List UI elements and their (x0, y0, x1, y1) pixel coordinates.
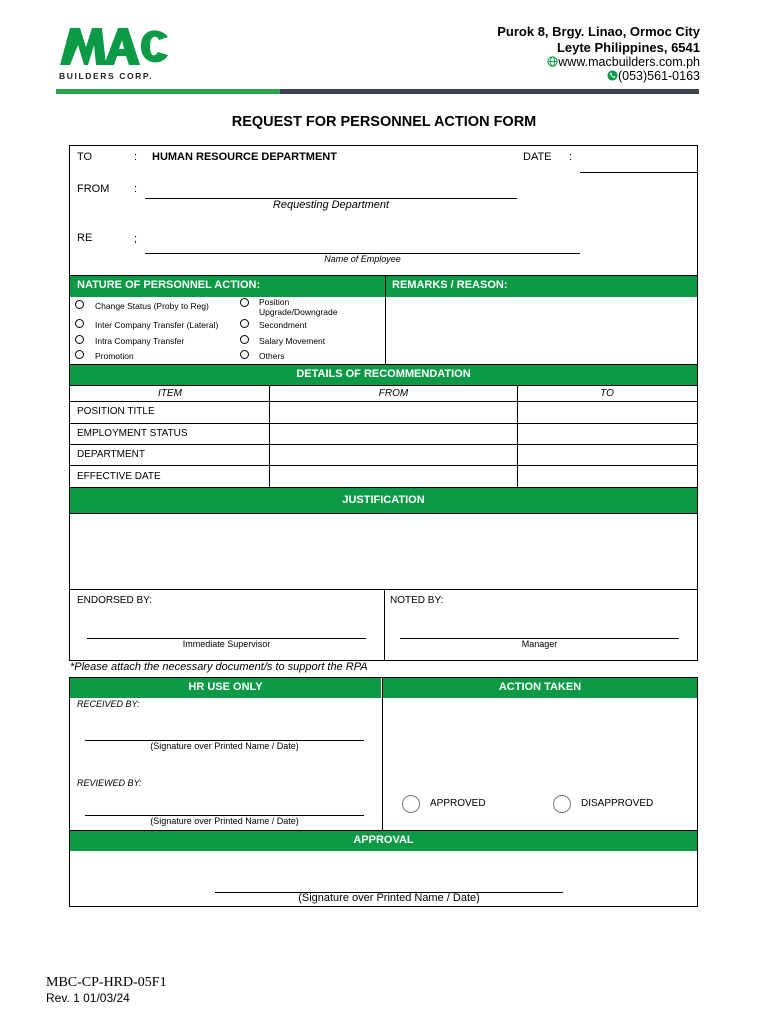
phone-icon (607, 70, 618, 84)
received-by-label: RECEIVED BY: (77, 699, 140, 709)
col-item: ITEM (158, 388, 182, 399)
radio-inter-company[interactable] (75, 319, 84, 328)
noted-by-label: NOTED BY: (390, 595, 444, 606)
endorsed-caption: Immediate Supervisor (182, 639, 271, 649)
option-intra-company: Intra Company Transfer (95, 336, 185, 346)
row-employment-status: EMPLOYMENT STATUS (77, 428, 188, 439)
phone-row (607, 69, 700, 84)
option-position-upgrade: Position Upgrade/Downgrade (259, 297, 338, 317)
re-colon: ; (134, 233, 138, 245)
header-bar-green (56, 89, 280, 94)
details-row-rule (70, 401, 697, 402)
disapproved-label: DISAPPROVED (581, 798, 654, 809)
date-field[interactable] (580, 172, 698, 173)
website-row (547, 55, 700, 70)
nature-header: NATURE OF PERSONNEL ACTION: (70, 276, 385, 297)
radio-promotion[interactable] (75, 350, 84, 359)
details-row-rule (70, 465, 697, 466)
date-colon: : (569, 151, 573, 163)
company-logo (58, 25, 170, 69)
re-caption: Name of Employee (324, 254, 401, 264)
radio-position-upgrade[interactable] (240, 298, 249, 307)
globe-icon (547, 56, 558, 70)
radio-others[interactable] (240, 350, 249, 359)
approval-caption: (Signature over Printed Name / Date) (298, 892, 480, 904)
from-caption: Requesting Department (272, 199, 390, 211)
reviewed-by-label: REVIEWED BY: (77, 778, 142, 788)
details-row-rule (70, 444, 697, 445)
radio-approved[interactable] (402, 795, 420, 813)
date-label: DATE (523, 151, 552, 163)
option-change-status: Change Status (Proby to Reg) (95, 301, 209, 311)
endorsed-by-label: ENDORSED BY: (77, 595, 153, 606)
hr-section (69, 677, 698, 833)
radio-intra-company[interactable] (75, 335, 84, 344)
radio-secondment[interactable] (240, 319, 249, 328)
endorsement-divider (384, 590, 385, 660)
col-to: TO (600, 388, 614, 399)
row-department: DEPARTMENT (77, 449, 145, 460)
form-title: REQUEST FOR PERSONNEL ACTION FORM (231, 114, 537, 130)
logo-subtext: BUILDERS CORP. (59, 71, 154, 81)
received-caption: (Signature over Printed Name / Date) (150, 741, 299, 751)
from-colon: : (134, 183, 138, 195)
option-others: Others (259, 351, 285, 361)
to-value: HUMAN RESOURCE DEPARTMENT (152, 151, 337, 163)
action-header: ACTION TAKEN (383, 678, 697, 698)
option-promotion: Promotion (95, 351, 134, 361)
details-header: DETAILS OF RECOMMENDATION (70, 365, 697, 385)
row-effective-date: EFFECTIVE DATE (77, 471, 161, 482)
address-line-1: Purok 8, Brgy. Linao, Ormoc City (497, 24, 700, 39)
justification-header: JUSTIFICATION (70, 488, 697, 513)
reviewed-caption: (Signature over Printed Name / Date) (150, 816, 299, 826)
details-rule (70, 385, 697, 386)
to-colon: : (134, 151, 138, 163)
radio-disapproved[interactable] (553, 795, 571, 813)
noted-caption: Manager (521, 639, 558, 649)
option-inter-company: Inter Company Transfer (Lateral) (95, 320, 219, 330)
details-row-rule (70, 423, 697, 424)
option-salary-movement: Salary Movement (259, 336, 326, 346)
form-code: MBC-CP-HRD-05F1 (46, 975, 167, 990)
attachment-note: *Please attach the necessary document/s to support the RPA (70, 661, 368, 673)
remarks-header: REMARKS / REASON: (386, 276, 697, 297)
row-position-title: POSITION TITLE (77, 406, 155, 417)
phone-number: (053)561-0163 (617, 69, 700, 83)
hr-divider (382, 678, 383, 832)
col-from: FROM (378, 388, 409, 399)
address-line-2: Leyte Philippines, 6541 (556, 40, 700, 55)
hr-header: HR USE ONLY (70, 678, 381, 698)
revision-date: Rev. 1 01/03/24 (46, 991, 130, 1005)
approval-header: APPROVAL (70, 831, 697, 851)
to-label: TO (77, 151, 93, 163)
from-label: FROM (77, 183, 110, 195)
option-secondment: Secondment (259, 320, 307, 330)
re-label: RE (77, 232, 93, 244)
website-link[interactable]: www.macbuilders.com.ph (558, 55, 700, 69)
nature-divider (385, 276, 386, 364)
justification-rule (70, 513, 697, 514)
radio-change-status[interactable] (75, 300, 84, 309)
radio-salary-movement[interactable] (240, 335, 249, 344)
header-bar-dark (280, 89, 699, 94)
approved-label: APPROVED (430, 798, 486, 809)
